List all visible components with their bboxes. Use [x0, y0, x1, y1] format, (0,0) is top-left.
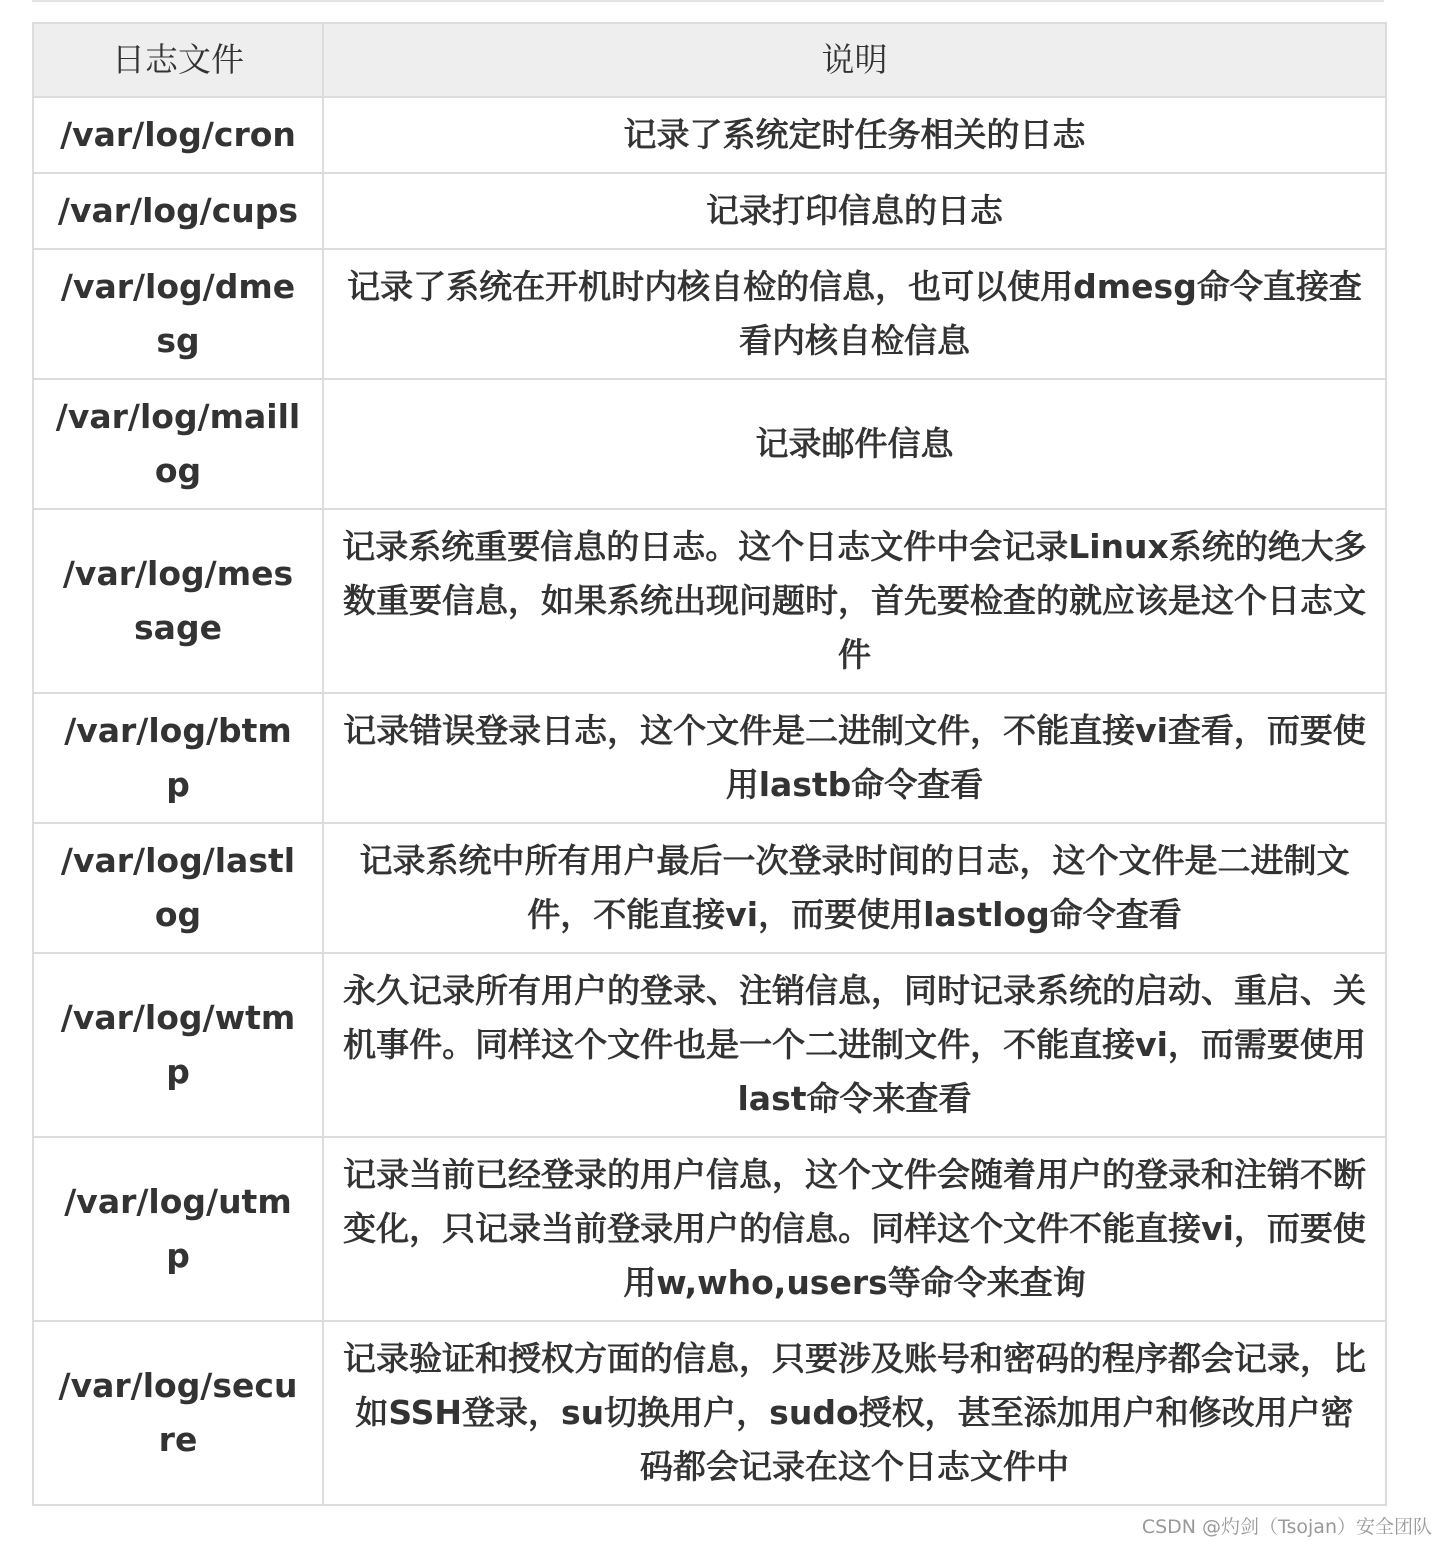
table-row	[33, 173, 1386, 249]
log-file-path: /var/log/btmp	[33, 693, 323, 823]
log-file-path: /var/log/maillog	[33, 379, 323, 509]
log-file-description: 记录系统中所有用户最后一次登录时间的日志，这个文件是二进制文件，不能直接vi，而要使用lastlog命令查看	[323, 823, 1386, 953]
watermark-text: CSDN @灼剑（Tsojan）安全团队	[1141, 1516, 1432, 1538]
table-row	[33, 953, 1386, 1137]
log-file-description: 记录邮件信息	[323, 379, 1386, 509]
table-row	[33, 97, 1386, 173]
log-file-description: 记录打印信息的日志	[323, 173, 1386, 249]
log-file-description: 记录当前已经登录的用户信息，这个文件会随着用户的登录和注销不断变化，只记录当前登录用户的信息。同样这个文件不能直接vi，而要使用w,who,users等命令来查询	[323, 1137, 1386, 1321]
log-file-path: /var/log/dmesg	[33, 249, 323, 379]
log-file-description: 永久记录所有用户的登录、注销信息，同时记录系统的启动、重启、关机事件。同样这个文件也是一个二进制文件，不能直接vi，而需要使用last命令来查看	[323, 953, 1386, 1137]
log-file-description: 记录了系统在开机时内核自检的信息，也可以使用dmesg命令直接查看内核自检信息	[323, 249, 1386, 379]
log-file-path: /var/log/wtmp	[33, 953, 323, 1137]
table-row	[33, 693, 1386, 823]
log-file-path: /var/log/utmp	[33, 1137, 323, 1321]
table-row	[33, 379, 1386, 509]
log-file-path: /var/log/cron	[33, 97, 323, 173]
table-row	[33, 249, 1386, 379]
header-description: 说明	[323, 23, 1386, 97]
log-file-path: /var/log/cups	[33, 173, 323, 249]
table-row	[33, 1137, 1386, 1321]
log-file-path: /var/log/lastlog	[33, 823, 323, 953]
log-files-table	[32, 22, 1387, 1506]
log-file-description: 记录了系统定时任务相关的日志	[323, 97, 1386, 173]
table-row	[33, 823, 1386, 953]
table-row	[33, 1321, 1386, 1505]
header-log-file: 日志文件	[33, 23, 323, 97]
log-file-description: 记录验证和授权方面的信息，只要涉及账号和密码的程序都会记录，比如SSH登录，su切换用户，sudo授权，甚至添加用户和修改用户密码都会记录在这个日志文件中	[323, 1321, 1386, 1505]
table-header-row	[33, 23, 1386, 97]
table-row	[33, 509, 1386, 693]
log-file-path: /var/log/secure	[33, 1321, 323, 1505]
log-file-description: 记录错误登录日志，这个文件是二进制文件，不能直接vi查看，而要使用lastb命令查看	[323, 693, 1386, 823]
log-file-path: /var/log/message	[33, 509, 323, 693]
top-divider	[32, 0, 1384, 2]
log-file-description: 记录系统重要信息的日志。这个日志文件中会记录Linux系统的绝大多数重要信息，如果系统出现问题时，首先要检查的就应该是这个日志文件	[323, 509, 1386, 693]
